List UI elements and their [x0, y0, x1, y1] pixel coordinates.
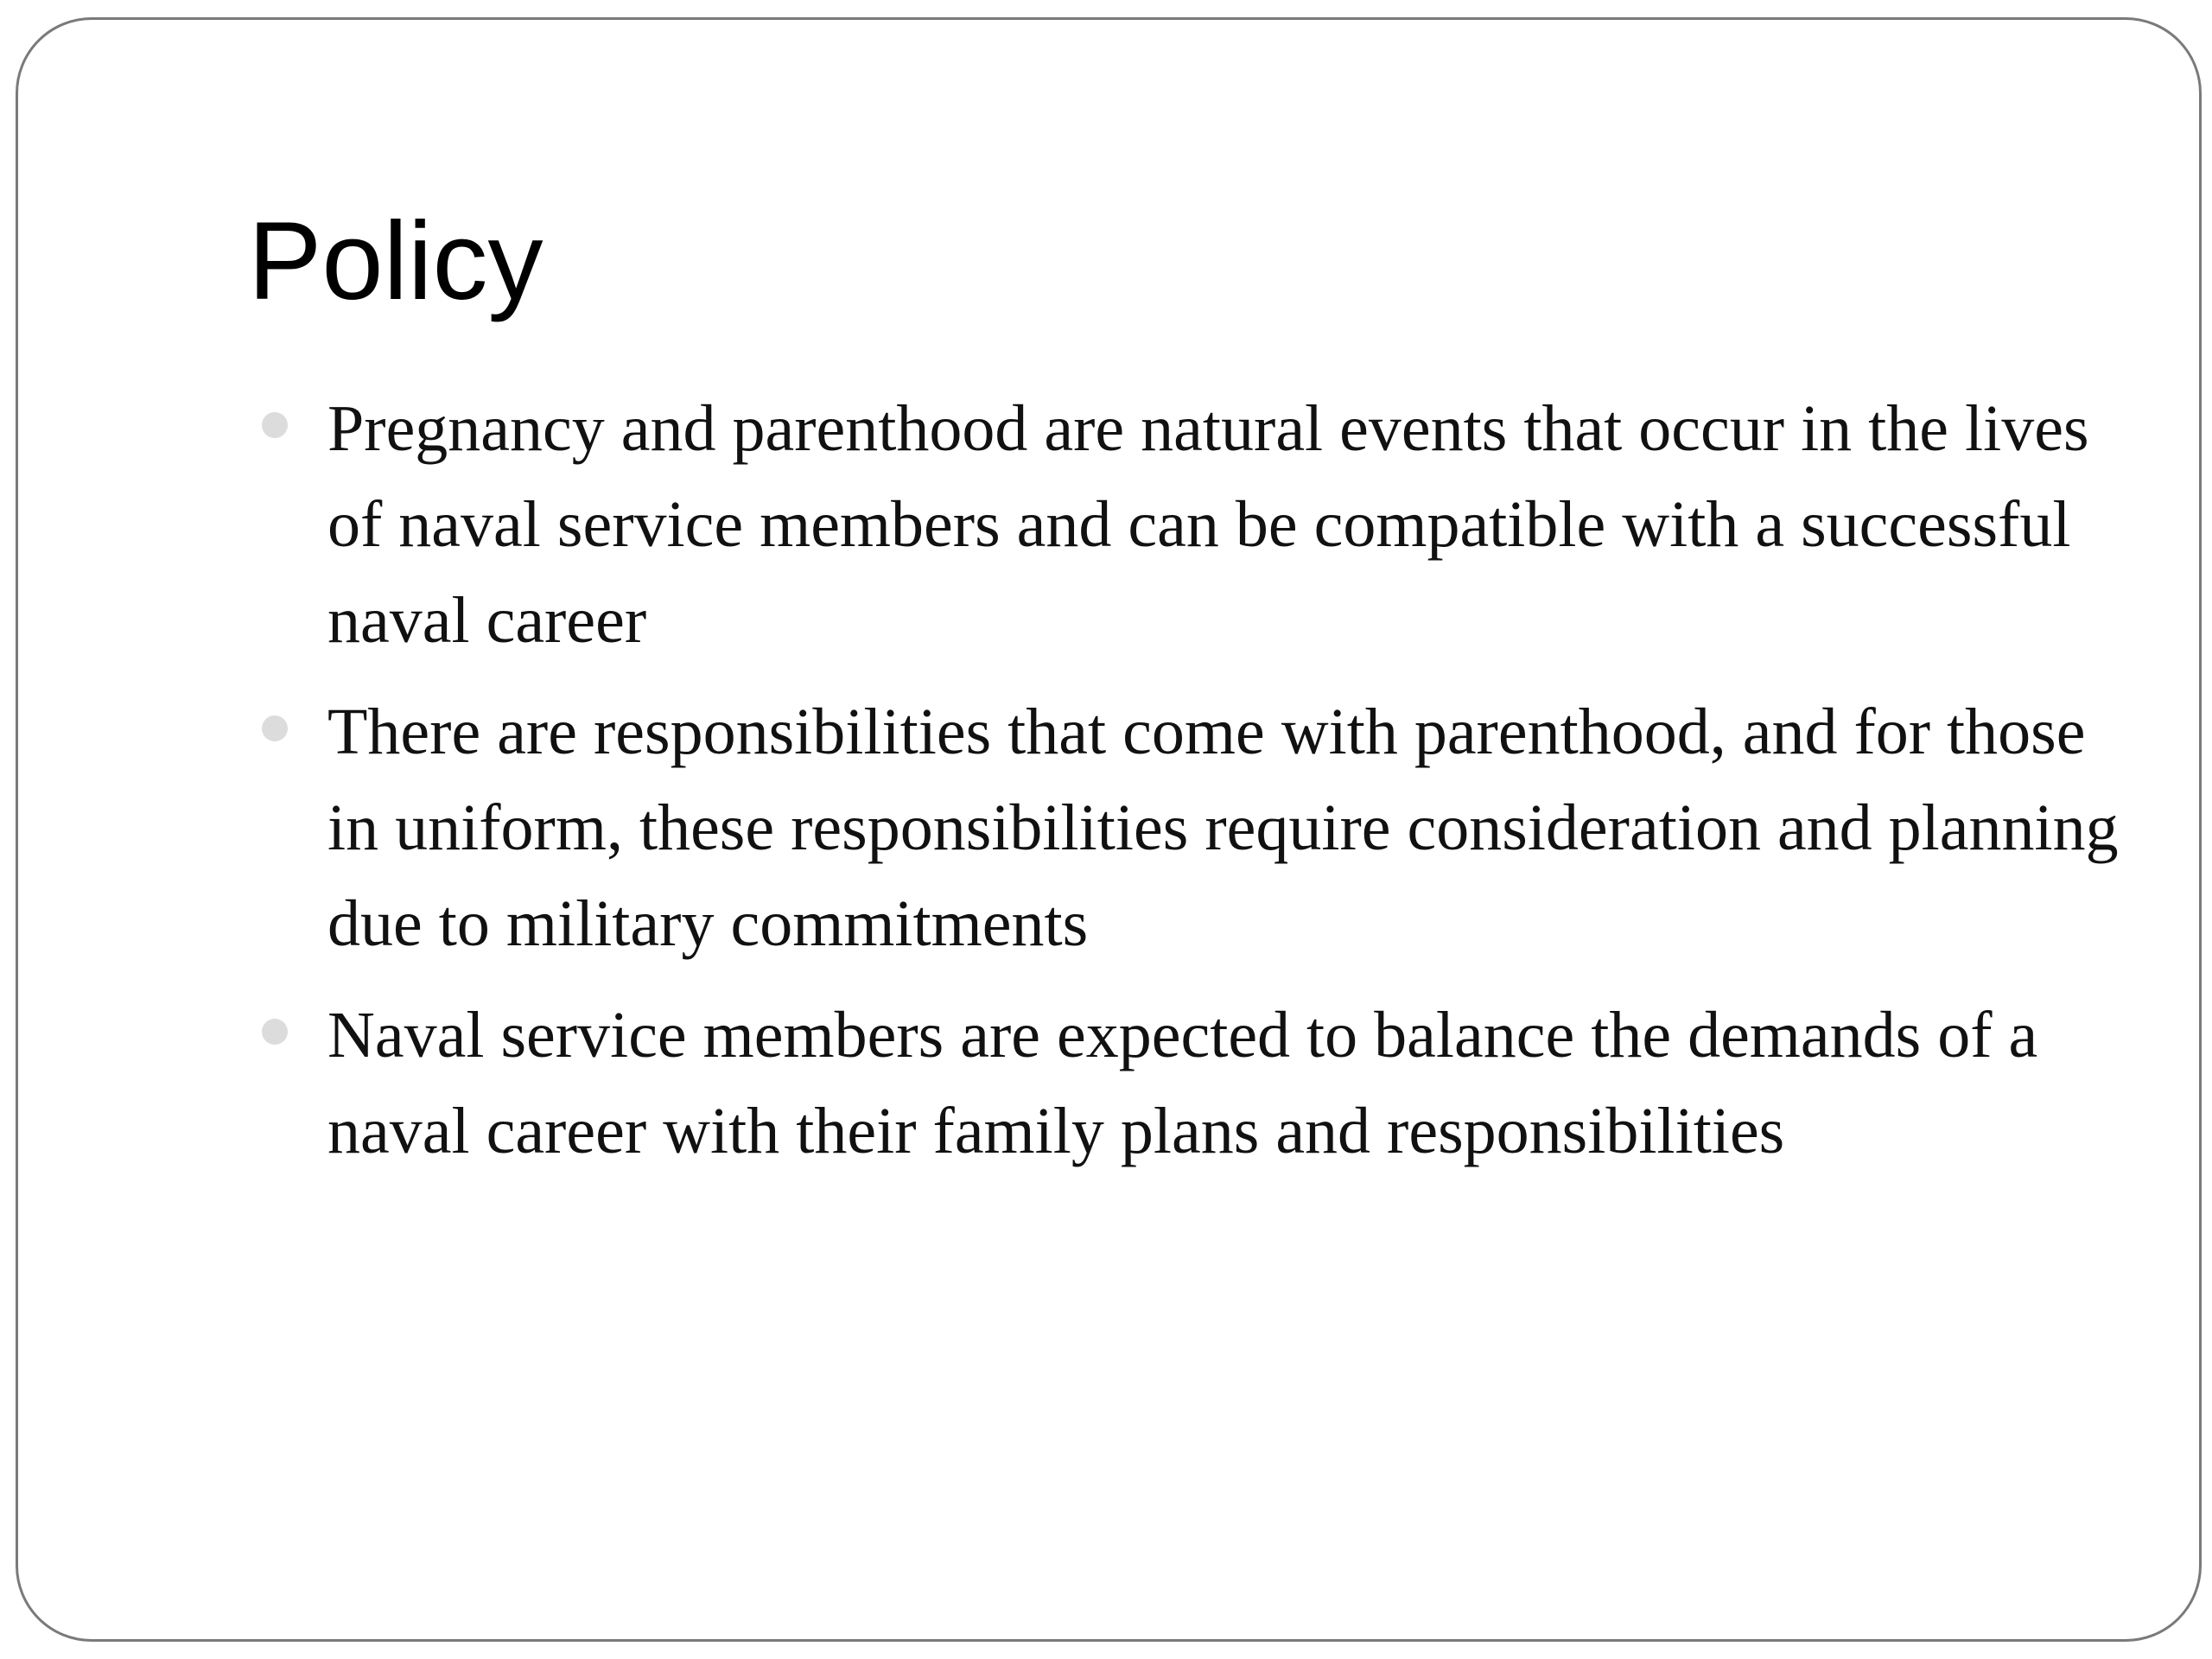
bullet-item — [248, 988, 2123, 1179]
bullet-dot-icon — [262, 715, 288, 741]
bullet-text: Pregnancy and parenthood are natural events that occur in the lives of naval service members and can be compatible with a successful naval career — [327, 392, 2089, 657]
bullet-text: Naval service members are expected to balance the demands of a naval career with their family plans and responsibilities — [327, 999, 2038, 1167]
bullet-dot-icon — [262, 1019, 288, 1045]
bullet-item — [248, 684, 2123, 972]
bullet-list — [248, 381, 2123, 1195]
bullet-dot-icon — [262, 412, 288, 438]
bullet-item — [248, 381, 2123, 669]
bullet-text: There are responsibilities that come with parenthood, and for those in uniform, these responsibilities require consideration and planning due to military commitments — [327, 696, 2119, 960]
slide-title: Policy — [248, 200, 543, 323]
slide — [16, 17, 2202, 1642]
